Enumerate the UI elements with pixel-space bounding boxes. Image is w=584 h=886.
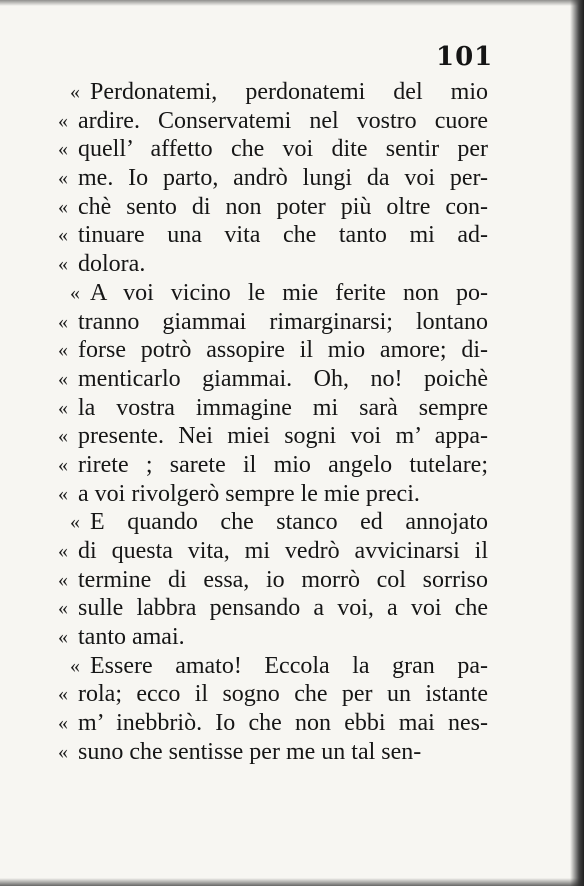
page-top-edge (0, 0, 584, 6)
quote-mark: « (58, 597, 68, 620)
line-text: E quando che stanco ed annojato (90, 509, 488, 536)
text-line (58, 308, 488, 337)
line-text: quell’ affetto che voi dite sentir per (78, 136, 488, 163)
line-text: tanto amai. (78, 624, 185, 651)
page-number: 101 (436, 42, 494, 72)
quote-mark: « (58, 224, 68, 247)
text-line (58, 680, 488, 709)
quote-mark: « (58, 482, 68, 505)
quote-mark: « (70, 511, 80, 534)
text-line (58, 336, 488, 365)
text-line (58, 135, 488, 164)
line-text: me. Io parto, andrò lungi da voi per- (78, 165, 488, 192)
quote-mark: « (58, 453, 68, 476)
text-line (58, 394, 488, 423)
text-line (58, 221, 488, 250)
quote-mark: « (58, 683, 68, 706)
text-line (58, 508, 488, 537)
page-bottom-edge (0, 878, 584, 886)
line-text: forse potrò assopire il mio amore; di- (78, 337, 488, 364)
line-text: tranno giammai rimarginarsi; lontano (78, 308, 488, 335)
quote-mark: « (58, 109, 68, 132)
text-line (58, 537, 488, 566)
line-text: tinuare una vita che tanto mi ad- (78, 222, 488, 249)
quote-mark: « (58, 138, 68, 161)
quote-mark: « (58, 712, 68, 735)
text-line (58, 164, 488, 193)
text-line (58, 107, 488, 136)
line-text: di questa vita, mi vedrò avvicinarsi il (78, 538, 488, 564)
quote-mark: « (58, 310, 68, 333)
text-line (58, 594, 488, 623)
line-text: Perdonatemi, perdonatemi del mio (90, 79, 488, 105)
quote-mark: « (58, 367, 68, 390)
quote-mark: « (58, 425, 68, 448)
quote-mark: « (70, 654, 80, 677)
text-line (58, 279, 488, 308)
line-text: termine di essa, io morrò col sorriso (78, 566, 488, 593)
line-text: chè sento di non poter più oltre con- (78, 193, 488, 220)
line-text: A voi vicino le mie ferite non po- (90, 279, 488, 306)
line-text: ardire. Conservatemi nel vostro cuore (78, 107, 488, 134)
line-text: suno che sentisse per me un tal sen- (78, 738, 422, 765)
line-text: a voi rivolgerò sempre le mie preci. (78, 480, 420, 507)
text-line (58, 652, 488, 681)
text-line (58, 451, 488, 480)
quote-mark: « (58, 396, 68, 419)
text-line (58, 709, 488, 738)
line-text: m’ inebbriò. Io che non ebbi mai nes- (78, 710, 488, 737)
text-line (58, 623, 488, 652)
text-line (58, 422, 488, 451)
line-text: rirete ; sarete il mio angelo tutelare; (78, 451, 488, 478)
line-text: menticarlo giammai. Oh, no! poichè (78, 365, 488, 392)
quote-mark: « (58, 540, 68, 562)
line-text: sulle labbra pensando a voi, a voi che (78, 595, 488, 622)
quote-mark: « (58, 339, 68, 362)
quote-mark: « (58, 740, 68, 763)
text-line (58, 78, 488, 107)
text-line (58, 250, 488, 279)
text-line (58, 566, 488, 595)
line-text: rola; ecco il sogno che per un istante (78, 681, 488, 708)
quote-mark: « (58, 195, 68, 218)
line-text: presente. Nei miei sogni voi m’ appa- (78, 423, 488, 450)
body-text (58, 78, 488, 767)
quote-mark: « (58, 167, 68, 190)
quote-mark: « (58, 626, 68, 649)
text-line (58, 193, 488, 222)
page-right-edge (570, 0, 584, 886)
quote-mark: « (70, 81, 80, 103)
text-line (58, 365, 488, 394)
quote-mark: « (58, 253, 68, 276)
text-line (58, 738, 488, 767)
line-text: dolora. (78, 251, 146, 278)
line-text: la vostra immagine mi sarà sempre (78, 394, 488, 421)
line-text: Essere amato! Eccola la gran pa- (90, 652, 488, 679)
quote-mark: « (70, 281, 80, 304)
text-line (58, 480, 488, 509)
quote-mark: « (58, 568, 68, 591)
